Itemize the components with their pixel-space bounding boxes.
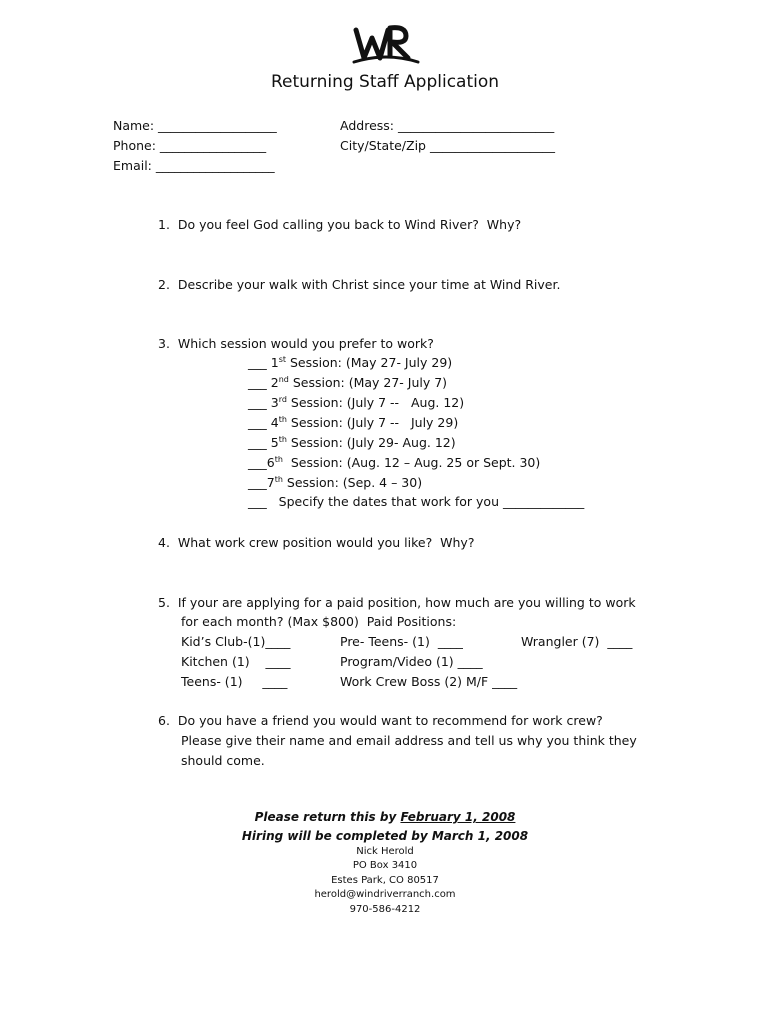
session-option[interactable] <box>248 415 458 430</box>
position-wrangler[interactable]: Wrangler (7) ____ <box>521 634 633 649</box>
position-teens[interactable]: Teens- (1) ____ <box>181 674 288 689</box>
session-number: 3 <box>270 395 279 410</box>
session-dates: Session: (Sep. 4 – 30) <box>282 475 423 490</box>
position-kids-club[interactable]: Kid’s Club-(1)____ <box>181 634 291 649</box>
question-4: 4. What work crew position would you like? Why? <box>158 535 475 550</box>
session-ordinal-suffix: th <box>278 414 287 424</box>
question-6: 6. Do you have a friend you would want to recommend for work crew? <box>158 713 603 728</box>
session-option[interactable] <box>248 375 447 390</box>
question-5: 5. If your are applying for a paid position, how much are you willing to work <box>158 595 636 610</box>
question-6-line-3: should come. <box>181 753 265 768</box>
return-prefix: Please return this by <box>254 810 401 824</box>
session-ordinal-suffix: th <box>274 474 283 484</box>
session-blank[interactable]: ___ <box>248 355 271 370</box>
position-pre-teens[interactable]: Pre- Teens- (1) ____ <box>340 634 463 649</box>
position-program-video[interactable]: Program/Video (1) ____ <box>340 654 483 669</box>
return-date: February 1, 2008 <box>400 810 516 824</box>
session-number: 5 <box>270 435 279 450</box>
session-dates: Session: (July 7 -- Aug. 12) <box>286 395 465 410</box>
session-dates: Session: (May 27- July 29) <box>286 355 453 370</box>
session-blank[interactable]: ___ <box>248 475 267 490</box>
session-ordinal-suffix: st <box>278 354 286 364</box>
contact-email-link[interactable]: herold@windriverranch.com <box>314 889 456 900</box>
session-blank[interactable]: ___ <box>248 435 271 450</box>
session-dates: Session: (July 29- Aug. 12) <box>286 435 456 450</box>
session-ordinal-suffix: nd <box>278 374 289 384</box>
position-work-crew-boss[interactable]: Work Crew Boss (2) M/F ____ <box>340 674 518 689</box>
session-ordinal-suffix: th <box>274 454 283 464</box>
phone-field[interactable]: Phone: _________________ <box>113 138 267 153</box>
session-number: 6 <box>266 455 275 470</box>
question-1: 1. Do you feel God calling you back to Wind River? Why? <box>158 217 522 232</box>
session-number: 7 <box>266 475 275 490</box>
session-dates: Session: (May 27- July 7) <box>288 375 448 390</box>
hiring-deadline: Hiring will be completed by March 1, 2008 <box>241 829 529 843</box>
session-option[interactable] <box>248 475 422 490</box>
name-field[interactable]: Name: ___________________ <box>113 118 277 133</box>
position-kitchen[interactable]: Kitchen (1) ____ <box>181 654 291 669</box>
contact-phone: 970-586-4212 <box>349 904 421 915</box>
question-5-continued: for each month? (Max $800) Paid Positions: <box>181 614 457 629</box>
session-blank[interactable]: ___ <box>248 395 271 410</box>
city-state-zip-field[interactable]: City/State/Zip ____________________ <box>340 138 555 153</box>
address-field[interactable]: Address: _________________________ <box>340 118 555 133</box>
session-number: 2 <box>270 375 279 390</box>
session-option[interactable] <box>248 395 464 410</box>
session-blank[interactable]: ___ <box>248 455 267 470</box>
session-option[interactable] <box>248 355 452 370</box>
question-6-line-2: Please give their name and email address and tell us why you think they <box>181 733 637 748</box>
session-option[interactable] <box>248 455 540 470</box>
question-2: 2. Describe your walk with Christ since your time at Wind River. <box>158 277 561 292</box>
specify-dates-line[interactable]: ___ Specify the dates that work for you _____________ <box>248 494 585 509</box>
question-3: 3. Which session would you prefer to work? <box>158 336 434 351</box>
session-ordinal-suffix: rd <box>278 394 287 404</box>
return-deadline <box>0 810 770 824</box>
contact-city: Estes Park, CO 80517 <box>331 875 439 886</box>
session-dates: Session: (July 7 -- July 29) <box>286 415 459 430</box>
page-title: Returning Staff Application <box>270 72 500 92</box>
session-option[interactable] <box>248 435 456 450</box>
session-number: 1 <box>270 355 279 370</box>
session-blank[interactable]: ___ <box>248 375 271 390</box>
session-dates: Session: (Aug. 12 – Aug. 25 or Sept. 30) <box>282 455 541 470</box>
session-number: 4 <box>270 415 279 430</box>
contact-name: Nick Herold <box>356 846 414 857</box>
contact-po-box: PO Box 3410 <box>352 860 418 871</box>
session-ordinal-suffix: th <box>278 434 287 444</box>
email-field[interactable]: Email: ___________________ <box>113 158 275 173</box>
wind-river-logo-icon <box>350 22 422 70</box>
session-blank[interactable]: ___ <box>248 415 271 430</box>
